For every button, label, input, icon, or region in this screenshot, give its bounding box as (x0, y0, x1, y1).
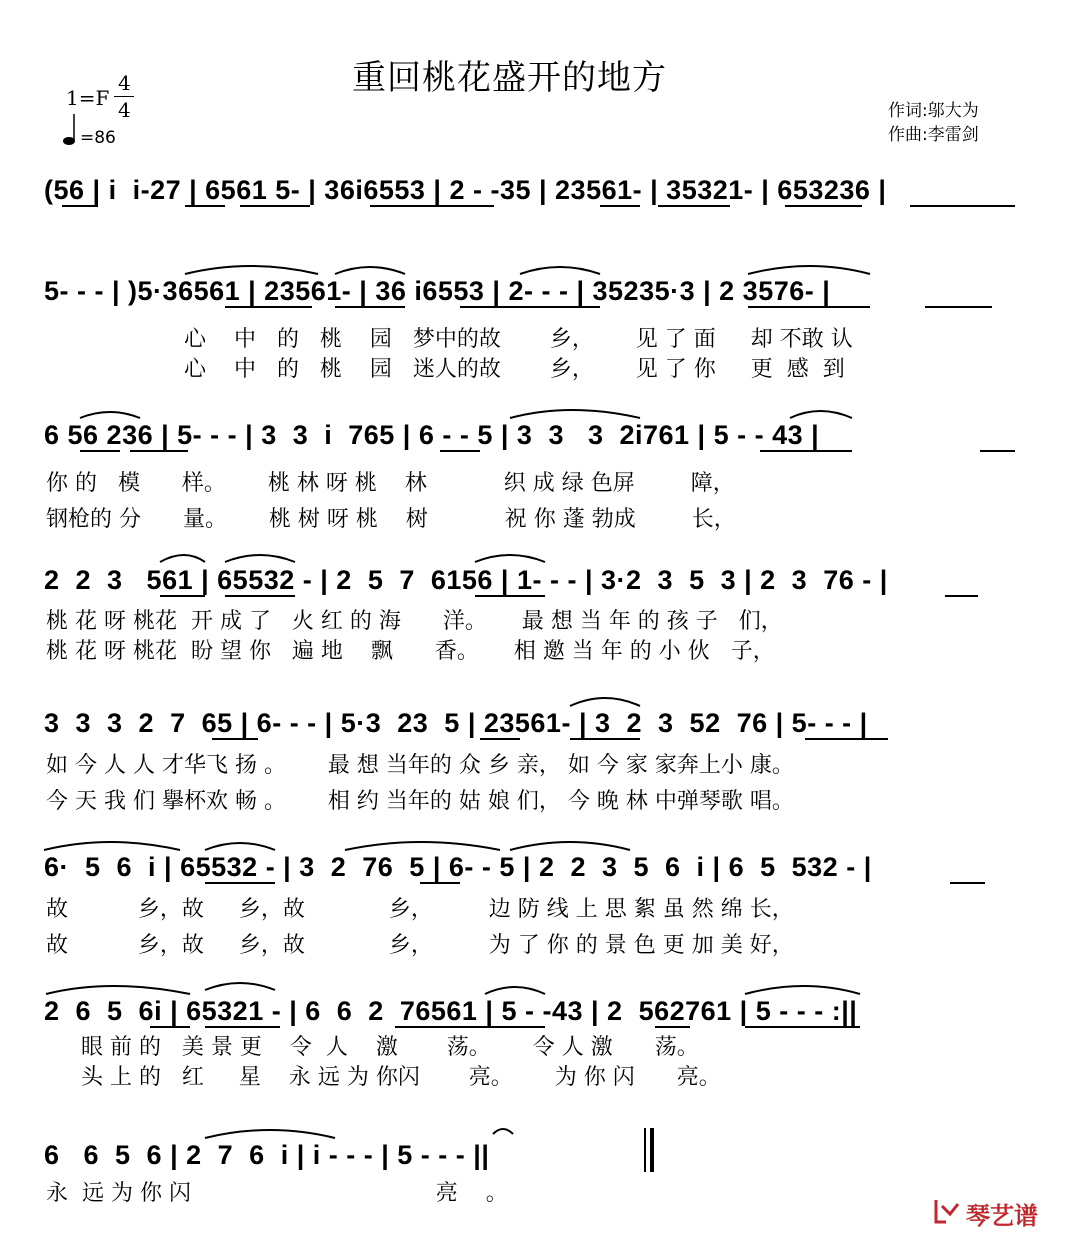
score-row-3-notes: 6 56 236 | 5- - - | 3 3 i 765 | 6 - - 5 | 3 3 3 2i761 | 5 - - 43 | (44, 420, 820, 450)
lyrics-row-6-verse-1: 故 乡，故 乡，故 乡， 边 防 线 上 思 絮 虽 然 绵 长， (46, 897, 794, 922)
score-row-6-notes: 6· 5 6 i | 65532 - | 3 2 76 5 | 6- - 5 | 2 2 3 5 6 i | 6 5 532 - | (44, 852, 872, 882)
lyrics-row-2-verse-1: 心 中 的 桃 园 梦中的故 乡， 见 了 面 却 不敢 认 (170, 327, 853, 352)
composer-credit: 作曲:李雷剑 (888, 125, 979, 145)
score-row-2-notes: 5- - - | )5·36561 | 23561- | 36 i6553 | 2- - - | 35235·3 | 2 3576- | (44, 276, 831, 306)
lyrics-row-5-verse-2: 今 天 我 们 擧杯欢 畅 。 相 约 当年的 姑 娘 们， 今 晚 林 中弹琴歌 唱。 (46, 789, 794, 814)
score-row-1-notes: (56 | i i-27 | 6561 5- | 36i6553 | 2 - -35 | 23561- | 35321- | 653236 | (44, 175, 887, 205)
score-row-7-notes: 2 6 5 6i | 65321 - | 6 6 2 76561 | 5 - -43 | 2 562761 | 5 - - - :|| (44, 996, 858, 1026)
lyrics-row-7-verse-1: 眼 前 的 美 景 更 令 人 激 荡。 令 人 激 荡。 (46, 1035, 699, 1060)
lyrics-row-3-verse-1: 你 的 模 样。 桃 林 呀 桃 林 织 成 绿 色屏 障， (46, 471, 735, 496)
logo-icon (932, 1196, 962, 1226)
lyrics-row-6-verse-2: 故 乡，故 乡，故 乡， 为 了 你 的 景 色 更 加 美 好， (46, 933, 794, 958)
lyrics-row-8-verse-1: 永 远 为 你 闪 亮 。 (46, 1181, 508, 1206)
page-title: 重回桃花盛开的地方 (352, 58, 667, 98)
lyrics-row-7-verse-2: 头 上 的 红 星 永 远 为 你闪 亮。 为 你 闪 亮。 (46, 1065, 721, 1090)
score-row-4-notes: 2 2 3 561 | 65532 - | 2 5 7 6156 | 1- - - | 3·2 3 5 3 | 2 3 76 - | (44, 565, 888, 595)
key-signature: 1=F (66, 86, 110, 110)
time-signature-bottom: 4 (118, 98, 131, 122)
score-row-5-notes: 3 3 3 2 7 65 | 6- - - | 5·3 23 5 | 23561- | 3 2 3 52 76 | 5- - - | (44, 708, 868, 738)
time-signature-top: 4 (118, 71, 131, 95)
lyrics-row-4-verse-2: 桃 花 呀 桃花 盼 望 你 遍 地 飘 香。 相 邀 当 年 的 小 伙 子， (46, 639, 775, 664)
lyrics-row-2-verse-2: 心 中 的 桃 园 迷人的故 乡， 见 了 你 更 感 到 (170, 357, 845, 382)
lyrics-row-4-verse-1: 桃 花 呀 桃花 开 成 了 火 红 的 海 洋。 最 想 当 年 的 孩 子 们， (46, 609, 783, 634)
lyrics-row-5-verse-1: 如 今 人 人 才华飞 扬 。 最 想 当年的 众 乡 亲， 如 今 家 家奔上小 康。 (46, 753, 794, 778)
score-row-8-notes: 6 6 5 6 | 2 7 6 i | i - - - | 5 - - - || (44, 1140, 490, 1170)
tempo-marking: =86 (80, 128, 116, 148)
logo-text: 琴艺谱 (966, 1202, 1038, 1230)
lyrics-row-3-verse-2: 钢枪的 分 量。 桃 树 呀 桃 树 祝 你 蓬 勃成 长， (46, 507, 736, 532)
lyricist-credit: 作词:邬大为 (888, 101, 979, 121)
